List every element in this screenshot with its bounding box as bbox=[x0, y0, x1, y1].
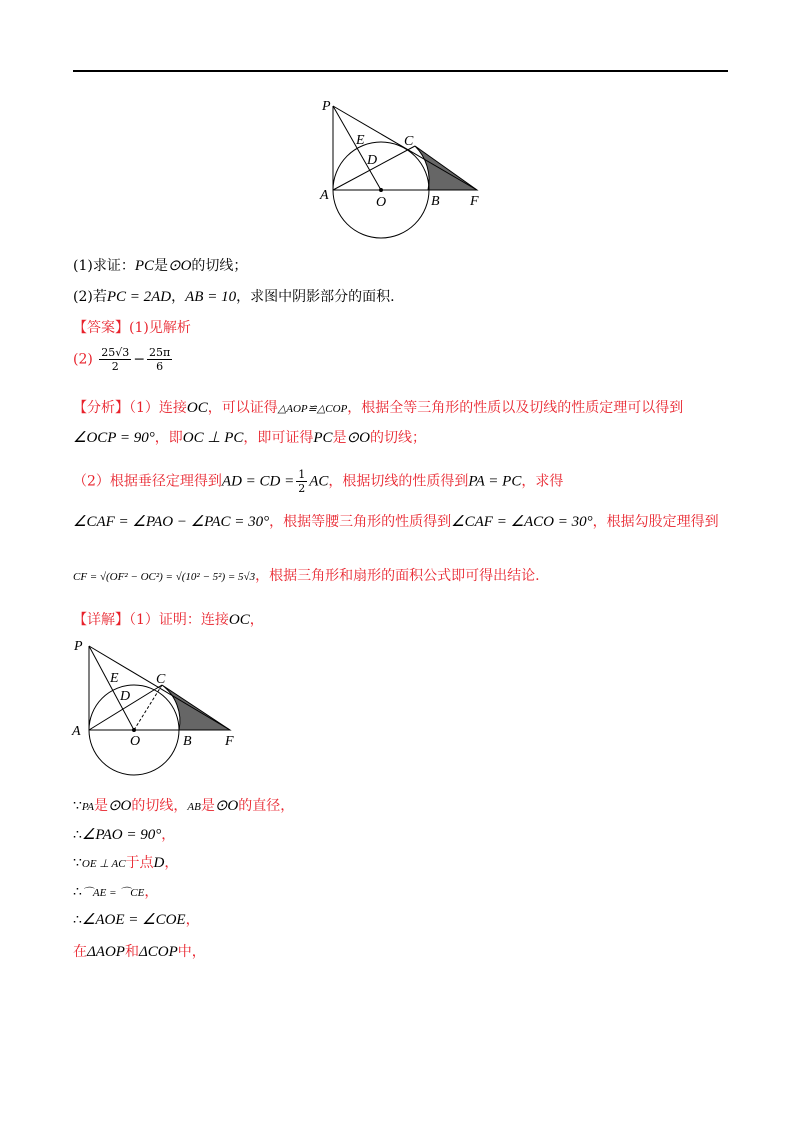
detail-step-3: ∵OE ⊥ AC于点D， bbox=[73, 855, 179, 871]
answer-line-2: (2) $\frac{25√3}{2}$ − $\frac{25\pi}{6}$ bbox=[73, 346, 171, 373]
label-e: E bbox=[110, 671, 119, 686]
label-p: P bbox=[74, 639, 83, 654]
label-b: B bbox=[431, 194, 440, 209]
detail-step-1: ∵PA是⊙O的切线，AB是⊙O的直径， bbox=[73, 798, 295, 814]
label-f: F bbox=[225, 734, 234, 749]
question-2: (2)若PC = 2AD，AB = 10，求图中阴影部分的面积. bbox=[73, 289, 395, 305]
geometry-figure-detail bbox=[68, 635, 243, 785]
analysis-line-4: ∠CAF = ∠PAO − ∠PAC = 30°，根据等腰三角形的性质得到∠CAF = ∠ACO = 30°，根据勾股定理得到 bbox=[73, 514, 719, 530]
detail-step-6: 在ΔAOP和ΔCOP中， bbox=[73, 944, 206, 960]
detail-step-5: ∴∠AOE = ∠COE， bbox=[73, 912, 200, 928]
label-b: B bbox=[183, 734, 192, 749]
detail-step-4: ∴⌒AE = ⌒CE， bbox=[73, 884, 159, 900]
center-dot bbox=[379, 188, 383, 192]
label-o: O bbox=[376, 195, 387, 210]
label-a: A bbox=[320, 188, 329, 203]
center-dot bbox=[132, 728, 136, 732]
label-c: C bbox=[156, 672, 166, 687]
segment-oc-dashed bbox=[134, 685, 162, 730]
analysis-line-1: 【分析】（1）连接OC，可以证得△AOP≌△COP，根据全等三角形的性质以及切线的性质定理可以得到 bbox=[73, 400, 684, 416]
label-f: F bbox=[470, 194, 479, 209]
answer-frac-1: $\frac{25√3}{2}$ bbox=[101, 346, 130, 373]
label-d: D bbox=[120, 689, 131, 704]
analysis-line-2: ∠OCP = 90°，即OC ⊥ PC，即可证得PC是⊙O的切线； bbox=[73, 430, 426, 446]
top-rule bbox=[73, 70, 728, 72]
analysis-line-5: CF = √(OF² − OC²) = √(10² − 5²) = 5√3，根据三角形和扇形的面积公式即可得出结论. bbox=[73, 568, 540, 584]
label-a: A bbox=[72, 724, 81, 739]
label-e: E bbox=[356, 133, 365, 148]
detail-step-2: ∴∠PAO = 90°， bbox=[73, 827, 176, 843]
label-d: D bbox=[367, 153, 378, 168]
detail-line-1: 【详解】（1）证明：连接OC， bbox=[73, 612, 264, 628]
answer-frac-2: $\frac{25\pi}{6}$ bbox=[149, 346, 171, 373]
shaded-region bbox=[415, 146, 477, 190]
label-o: O bbox=[130, 734, 141, 749]
segment-po bbox=[89, 646, 134, 730]
analysis-line-3: （2）根据垂径定理得到AD = CD = $\frac{1}{2}$ AC，根据切线的性质得到PA = PC，求得 bbox=[73, 468, 564, 495]
answer-line-1: 【答案】(1)见解析 bbox=[73, 320, 191, 336]
label-p: P bbox=[322, 99, 331, 114]
label-c: C bbox=[404, 134, 414, 149]
geometry-figure-top bbox=[310, 95, 510, 250]
question-1: (1)求证：PC是⊙O的切线； bbox=[73, 258, 248, 274]
shaded-region bbox=[162, 685, 230, 730]
